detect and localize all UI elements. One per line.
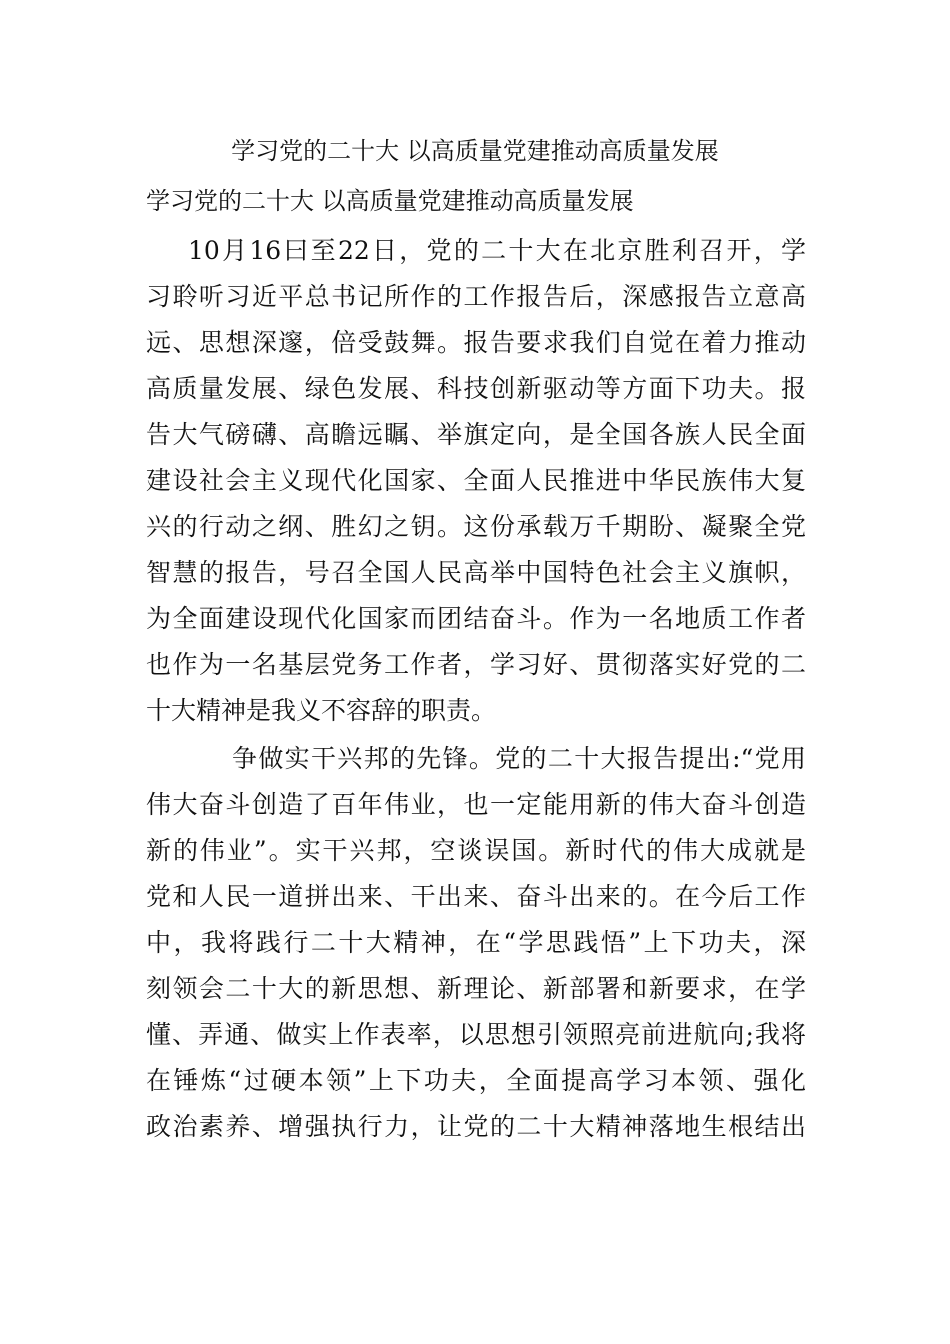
paragraph-line: 10月16曰至22日，党的二十大在北京胜利召开，学 xyxy=(188,236,806,265)
document-title-centered: 学习党的二十大 以高质量党建推动高质量发展 xyxy=(231,137,719,165)
document-body xyxy=(146,228,806,1150)
paragraph-line: 十大精神是我义不容辞的职责。 xyxy=(146,696,497,725)
paragraph-line: 懂、弄通、做实上作表率，以思想引领照亮前进航向;我将 xyxy=(146,1020,806,1049)
paragraph-line: 建设社会主义现代化国家、全面人民推进中华民族伟大复 xyxy=(146,466,806,495)
paragraph-line: 中，我将践行二十大精神，在“学思践悟”上下功夫，深 xyxy=(146,928,806,957)
document-title-left: 学习党的二十大 以高质量党建推动高质量发展 xyxy=(146,187,634,215)
paragraph-line: 刻领会二十大的新思想、新理论、新部署和新要求，在学 xyxy=(146,974,806,1003)
paragraph-line: 政治素养、增强执行力，让党的二十大精神落地生根结出 xyxy=(146,1112,806,1141)
paragraph-line: 争做实干兴邦的先锋。党的二十大报告提出:“党用 xyxy=(232,744,806,773)
paragraph-2 xyxy=(146,736,806,1150)
paragraph-line: 智慧的报告，号召全国人民高举中国特色社会主义旗帜， xyxy=(146,558,806,587)
paragraph-line: 兴的行动之纲、胜幻之钥。这份承载万千期盼、凝聚全党 xyxy=(146,512,806,541)
paragraph-line: 告大气磅礴、高瞻远瞩、举旗定向，是全国各族人民全面 xyxy=(146,420,806,449)
paragraph-line: 远、思想深邃，倍受鼓舞。报告要求我们自觉在着力推动 xyxy=(146,328,806,357)
paragraph-line: 习聆听习近平总书记所作的工作报告后，深感报告立意高 xyxy=(146,282,806,311)
paragraph-line: 高质量发展、绿色发展、科技创新驱动等方面下功夫。报 xyxy=(146,374,806,403)
paragraph-line: 党和人民一道拼出来、干出来、奋斗出来的。在今后工作 xyxy=(146,882,806,911)
paragraph-1 xyxy=(146,228,806,734)
paragraph-line: 也作为一名基层党务工作者，学习好、贯彻落实好党的二 xyxy=(146,650,806,679)
paragraph-line: 在锤炼“过硬本领”上下功夫，全面提高学习本领、强化 xyxy=(146,1066,806,1095)
paragraph-line: 为全面建设现代化国家而团结奋斗。作为一名地质工作者 xyxy=(146,604,806,633)
paragraph-line: 新的伟业”。实干兴邦，空谈误国。新时代的伟大成就是 xyxy=(146,836,806,865)
paragraph-line: 伟大奋斗创造了百年伟业，也一定能用新的伟大奋斗创造 xyxy=(146,790,806,819)
